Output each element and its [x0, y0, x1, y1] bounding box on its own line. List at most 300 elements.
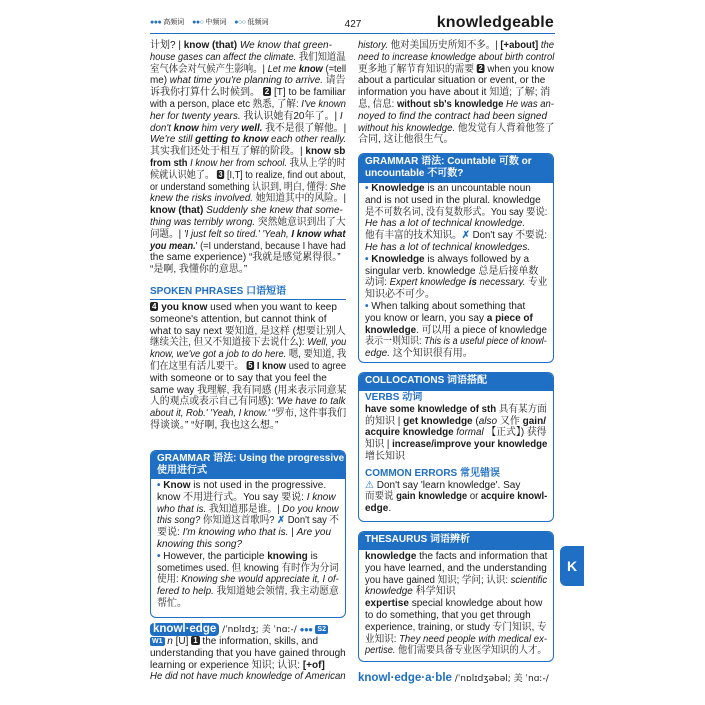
text-run: 我知道她会领情, 我主动愿意 — [213, 586, 339, 598]
example-text: Let me — [267, 63, 299, 75]
text-line — [365, 439, 547, 451]
text-run: 动词: — [365, 277, 390, 289]
text-run: is — [307, 550, 318, 562]
text-run: 知识 | — [365, 439, 393, 451]
legend-label: 低频词 — [247, 19, 269, 26]
line-content — [150, 205, 343, 217]
text-run: 突然她意识到出了大 — [255, 216, 346, 228]
phrase-text: increase/improve your knowledge — [392, 439, 548, 451]
line-content — [157, 480, 326, 492]
text-line — [365, 254, 547, 266]
entry-knowledge-definition — [150, 636, 346, 683]
text-run: 他有丰富的技术知识。 — [365, 230, 462, 242]
text-run: 我知道那是谁。| — [206, 503, 283, 515]
text-line — [358, 64, 554, 76]
text-line — [150, 241, 346, 253]
frequency-dots-icon: ●●● — [299, 625, 313, 634]
line-content — [365, 503, 391, 515]
guide-word: knowledgeable — [436, 14, 554, 31]
example-text: This is a useful piece of knowl- — [424, 336, 547, 348]
text-run: 诉我你打算什么时候到。 — [150, 87, 263, 99]
text-line — [365, 195, 547, 207]
text-line — [365, 551, 547, 563]
text-line — [157, 551, 339, 563]
text-line — [150, 40, 346, 52]
example-text: what time you're planning to arrive. — [169, 75, 324, 87]
cross-icon: ✗ — [461, 230, 470, 242]
text-run: 们在这里有活儿要干。 — [150, 360, 247, 372]
text-line — [365, 622, 547, 634]
text-run: 我不是很了解他。| — [262, 122, 347, 134]
text-run: 帮忙。 — [157, 597, 187, 609]
text-line — [150, 660, 346, 672]
line-content — [358, 111, 547, 123]
phrase-text: gain/ — [522, 415, 546, 427]
line-content — [365, 451, 405, 463]
phrase-text: acquire knowledge — [365, 427, 454, 439]
line-content — [150, 158, 346, 170]
text-line — [150, 648, 346, 660]
line-content — [150, 385, 346, 397]
text-run: me) — [150, 75, 170, 87]
text-run: [I,T] to realize, find out about, — [224, 169, 346, 181]
text-run: 的知识 | — [365, 415, 404, 427]
text-run: 更多地了解节育知识的需要 — [358, 63, 477, 75]
example-text: pertise. — [365, 645, 396, 657]
example-bold-text: well. — [241, 122, 263, 134]
text-line — [365, 301, 547, 313]
frequency-dots-icon: ●●○ — [192, 19, 204, 26]
text-line — [365, 563, 547, 575]
grammar-box-title-line: uncountable 不可数? — [365, 167, 464, 179]
sense-number: 2 — [264, 87, 270, 97]
example-text: about it, Rob.' 'Yeah, I know.' — [150, 408, 270, 420]
text-run: know 不用进行式。You say 要说: — [157, 491, 307, 503]
phrase-text: I know — [256, 360, 287, 372]
text-run: to do something, that you get through — [365, 609, 531, 621]
text-run: with a person, place etc 熟悉, 了解: — [150, 98, 302, 110]
example-text: 'We have to talk — [276, 396, 346, 408]
line-content — [150, 40, 332, 52]
line-content — [365, 645, 547, 657]
phrase-text: knowledge — [365, 551, 417, 562]
line-content — [150, 134, 346, 146]
text-line — [150, 326, 346, 338]
line-content — [157, 527, 331, 539]
text-run: 这个知识很有用。 — [390, 348, 473, 360]
text-run: someone's attention, but cannot think of — [150, 313, 327, 325]
text-line — [365, 645, 547, 657]
line-content — [150, 361, 346, 373]
text-line — [358, 99, 554, 111]
line-content — [365, 491, 547, 503]
text-run: ( — [472, 415, 479, 427]
line-content — [150, 302, 337, 314]
line-content — [358, 75, 545, 87]
text-line — [157, 492, 339, 504]
example-text: noyed to find the contract had been signed — [358, 110, 548, 122]
text-line — [358, 671, 554, 685]
text-run: 室气体会对气候产生影响。| — [150, 63, 268, 75]
line-content — [157, 574, 339, 586]
line-content — [365, 480, 520, 492]
line-content — [365, 266, 538, 278]
legend-item-low — [234, 19, 268, 26]
example-bold-text: I know what — [291, 228, 346, 240]
example-text: Are you — [296, 527, 332, 539]
text-run: 继续关注, 但又不知道接下去说什么): — [150, 337, 308, 349]
line-content — [365, 610, 531, 622]
line-content — [150, 660, 325, 672]
text-run: 她知道其中的风险。| — [252, 193, 346, 205]
text-line — [150, 349, 346, 361]
text-run: you have learned, and the understanding — [365, 562, 547, 574]
phrase-text: Know — [163, 480, 191, 491]
text-run: Don't say 不要说: — [469, 230, 548, 242]
grammar-box-progressive — [150, 450, 346, 618]
text-line — [365, 586, 547, 598]
example-text: need to increase knowledge about birth control — [358, 51, 555, 63]
line-content — [365, 254, 529, 266]
text-run: 计划? | — [150, 40, 184, 51]
text-run: 请告 — [323, 75, 346, 87]
text-run: Don't say 不 — [285, 515, 340, 527]
text-line — [365, 503, 547, 515]
line-content — [157, 551, 318, 563]
text-line — [358, 87, 554, 99]
line-content — [365, 563, 547, 575]
pronunciation: /ˈnɒlɪdʒəbəl; 美 ˈnɑː-/ — [451, 674, 549, 684]
text-run: “是啊, 我懂你的意思。” — [150, 264, 248, 276]
phrase-text: a piece of — [486, 312, 533, 324]
text-line — [358, 111, 554, 123]
bullet-icon: • — [157, 550, 164, 562]
text-run: 其实我们还处于相互了解的阶段。| — [150, 146, 306, 158]
grammar-box-body — [157, 480, 339, 610]
example-text: He was an- — [503, 98, 554, 110]
line-content — [150, 420, 278, 432]
line-content — [365, 336, 547, 348]
text-run: and is not used in the plural. knowledge — [365, 194, 541, 206]
frequency-legend — [150, 18, 274, 28]
text-run: 要说: — [157, 527, 183, 539]
text-run: . — [388, 503, 392, 515]
example-text: edge. — [365, 348, 391, 360]
text-line — [157, 480, 339, 492]
text-run: 具有某方面 — [496, 403, 547, 415]
text-run: 专业 — [525, 277, 548, 289]
line-content — [157, 539, 242, 551]
phrase-text: acquire knowl- — [480, 491, 548, 503]
example-bold-text: is — [468, 277, 477, 289]
text-line — [150, 314, 346, 326]
subheading: VERBS 动词 — [365, 392, 423, 403]
example-text: who that is. — [157, 503, 207, 515]
line-content — [365, 301, 525, 313]
text-run: 我认识她有20年了。| — [240, 110, 340, 122]
phrase-text: edge — [365, 503, 389, 515]
line-content — [150, 99, 346, 111]
line-content — [365, 468, 500, 480]
example-text: They need people with medical ex- — [399, 633, 548, 645]
text-line — [157, 539, 339, 551]
text-run: with someone or to say that you feel the — [150, 372, 327, 384]
thesaurus-box-header: THESAURUS 词语辨析 — [359, 532, 553, 550]
text-line — [150, 99, 346, 111]
text-line — [365, 598, 547, 610]
example-text: He did not have much knowledge of American — [150, 671, 346, 683]
text-run: singular verb. knowledge 总是后接单数 — [365, 265, 539, 277]
line-content — [365, 289, 435, 301]
line-content — [358, 40, 554, 52]
line-content — [150, 671, 346, 683]
text-run: 嗯, 要知道, 我 — [286, 349, 347, 361]
phrase-text: know (that) — [183, 40, 238, 51]
example-text: Knowing she would appreciate it, I of- — [181, 574, 339, 586]
page-number: 427 — [344, 19, 362, 30]
text-run: | — [288, 527, 297, 539]
spoken-phrases-heading: SPOKEN PHRASES 口语短语 — [150, 286, 346, 300]
text-line — [365, 468, 547, 480]
sense-number: 3 — [218, 169, 223, 179]
example-text: We know that green- — [237, 40, 332, 51]
text-line — [365, 207, 547, 219]
text-run: same way 我理解, 我有同感 (用来表示同意某 — [150, 384, 347, 396]
text-run: 是不可数名词, 没有复数形式。You say 要说: — [365, 206, 548, 218]
text-line — [150, 134, 346, 146]
text-line — [365, 416, 547, 428]
line-content — [365, 575, 547, 587]
text-run: 息, 信息: — [358, 98, 397, 110]
example-text: formal — [456, 427, 484, 439]
text-line — [150, 396, 346, 408]
text-run: 使用: — [157, 574, 182, 586]
bullet-icon: • — [365, 253, 372, 265]
text-line — [150, 75, 346, 87]
line-content — [358, 87, 550, 99]
line-content — [365, 551, 547, 563]
line-content — [150, 314, 326, 326]
line-content — [150, 64, 346, 76]
line-content — [150, 408, 346, 420]
phrase-text: Knowledge — [371, 253, 425, 265]
frequency-dots-icon: ●●● — [150, 19, 162, 26]
line-content — [365, 634, 547, 646]
text-run: used to agree — [286, 360, 347, 372]
text-line — [365, 218, 547, 230]
text-line — [150, 146, 346, 158]
text-line — [150, 52, 346, 64]
example-text: scientific — [510, 574, 548, 586]
text-run: However, the participle — [163, 550, 268, 562]
phrase-text: knowledge — [365, 324, 417, 336]
sense-number: 2 — [478, 63, 483, 73]
line-content — [157, 515, 339, 527]
collocations-box — [358, 372, 554, 522]
phrase-text: get knowledge — [403, 415, 473, 427]
text-line — [365, 491, 547, 503]
text-run: the information, skills, and — [199, 636, 319, 647]
text-run: 合同, 这让他很生气。 — [358, 134, 454, 146]
line-content — [358, 134, 454, 146]
example-bold-text: know — [173, 122, 199, 134]
line-content — [150, 252, 341, 264]
text-line — [365, 313, 547, 325]
text-run: 问题。| — [150, 228, 184, 240]
bullet-icon: • — [365, 300, 372, 312]
phrase-text: [+about] — [500, 40, 539, 51]
line-content — [365, 277, 547, 289]
thesaurus-box-body — [365, 551, 547, 657]
thesaurus-box — [358, 531, 554, 662]
example-text: We're still — [150, 134, 196, 146]
line-content — [365, 313, 533, 325]
spoken-phrases-section — [150, 302, 346, 432]
text-line — [150, 623, 346, 636]
text-line — [157, 574, 339, 586]
line-content — [365, 242, 530, 254]
example-text: Expert knowledge — [389, 277, 469, 289]
example-bold-text: getting to know — [195, 134, 269, 146]
text-run: 增长知识 — [365, 450, 405, 462]
text-line — [150, 671, 346, 683]
sense-number: 1 — [193, 636, 198, 645]
line-content — [365, 218, 525, 230]
line-content — [150, 264, 247, 276]
text-line — [358, 40, 554, 52]
text-run: 知识必不可少。 — [365, 289, 435, 301]
headword-knowledgeable — [358, 671, 554, 685]
text-run: 得谈谈。” “好啊, 我也这么想。” — [150, 419, 279, 431]
entry-knowledge-continued — [358, 40, 554, 146]
phrase-text: you know — [161, 302, 208, 313]
text-run: or — [467, 491, 481, 503]
line-content — [150, 52, 346, 64]
frequency-dots-icon: ●○○ — [234, 19, 246, 26]
text-run: 又作 — [497, 415, 523, 427]
frequency-badge: W1 — [152, 638, 163, 645]
text-line — [365, 336, 547, 348]
line-content — [150, 636, 318, 648]
text-line — [157, 515, 339, 527]
text-run: “罗布, 这件事我们 — [269, 408, 347, 420]
text-run: When talking about something that — [371, 300, 526, 312]
text-line — [358, 52, 554, 64]
grammar-box-countable — [358, 153, 554, 363]
text-run: 他们需要具备专业医学知识的人才。 — [395, 645, 547, 657]
phrase-text: Knowledge — [371, 183, 425, 194]
line-content — [150, 75, 346, 87]
example-text: I — [339, 110, 343, 122]
line-content — [365, 622, 547, 634]
example-text: necessary. — [476, 277, 526, 289]
line-content — [358, 52, 554, 64]
text-line — [365, 392, 547, 404]
line-content — [365, 439, 547, 451]
text-run: used when you want to keep — [207, 302, 337, 313]
text-run: 他对美国历史所知不多。| — [387, 40, 501, 51]
example-bold-text: you mean. — [150, 240, 196, 252]
text-line — [150, 193, 346, 205]
grammar-box-title-line: GRAMMAR 语法: Using the progressive — [157, 453, 345, 464]
line-content — [157, 504, 339, 516]
text-run: 你知道这首歌吗? — [200, 515, 278, 527]
text-run: what to say next 要知道, 是这样 (想要让别人 — [150, 325, 346, 337]
text-line — [150, 385, 346, 397]
header-divider — [150, 33, 555, 34]
legend-item-high — [150, 19, 186, 26]
pronunciation: /ˈnɒlɪdʒ; 美 ˈnɑː-/ — [219, 625, 300, 635]
phrase-text: [+of] — [302, 659, 325, 671]
example-text: He has a lot of technical knowledges. — [365, 241, 531, 253]
sense-number: 5 — [248, 360, 253, 370]
phrase-text: know (that) — [150, 205, 204, 217]
line-content — [150, 326, 346, 338]
text-line — [365, 634, 547, 646]
text-line — [150, 337, 346, 349]
line-content — [150, 241, 346, 253]
line-content — [150, 217, 346, 229]
text-line — [150, 373, 346, 385]
frequency-badge: S2 — [317, 626, 326, 633]
text-line — [365, 230, 547, 242]
line-content — [150, 193, 346, 205]
text-line — [365, 610, 547, 622]
text-line — [157, 563, 339, 575]
phrase-text: expertise — [365, 598, 409, 610]
text-line — [365, 480, 547, 492]
line-content — [365, 325, 547, 337]
text-run: . 可以用 a piece of knowledge — [416, 324, 547, 336]
example-text: history. — [358, 40, 388, 51]
line-content — [150, 123, 346, 135]
line-content — [157, 563, 339, 575]
line-content — [365, 427, 547, 439]
text-line — [365, 575, 547, 587]
text-run: 表示一则知识: — [365, 336, 425, 348]
example-text: fered to help. — [157, 586, 214, 598]
legend-label: 中频词 — [205, 19, 227, 26]
text-run: experience, training, or study 专门知识, 专 — [365, 621, 547, 633]
line-content — [150, 87, 346, 99]
text-line — [150, 229, 346, 241]
text-line — [150, 302, 346, 314]
phrase-text: have some knowledge of sth — [365, 403, 497, 415]
text-line — [358, 134, 554, 146]
line-content — [358, 64, 554, 76]
text-run: the facts and information that — [416, 551, 548, 562]
example-text: without his knowledge. — [358, 122, 456, 134]
thumb-index-tab: K — [560, 546, 584, 586]
line-content — [365, 598, 542, 610]
example-text: knowing this song? — [157, 538, 243, 550]
line-content — [150, 648, 346, 660]
collocations-box-header: COLLOCATIONS 词语搭配 — [359, 373, 553, 391]
line-content — [358, 671, 549, 686]
example-text: He has a lot of technical knowledge. — [365, 218, 526, 230]
legend-label: 高频词 — [163, 19, 185, 26]
text-line — [150, 217, 346, 229]
example-bold-text: know — [298, 63, 323, 75]
text-line — [358, 75, 554, 87]
headword-knowledge — [150, 623, 346, 636]
text-line — [365, 451, 547, 463]
line-content — [150, 146, 345, 158]
text-line — [150, 420, 346, 432]
line-content — [150, 337, 346, 349]
line-content — [365, 207, 547, 219]
phrase-text: knowing — [267, 550, 308, 562]
